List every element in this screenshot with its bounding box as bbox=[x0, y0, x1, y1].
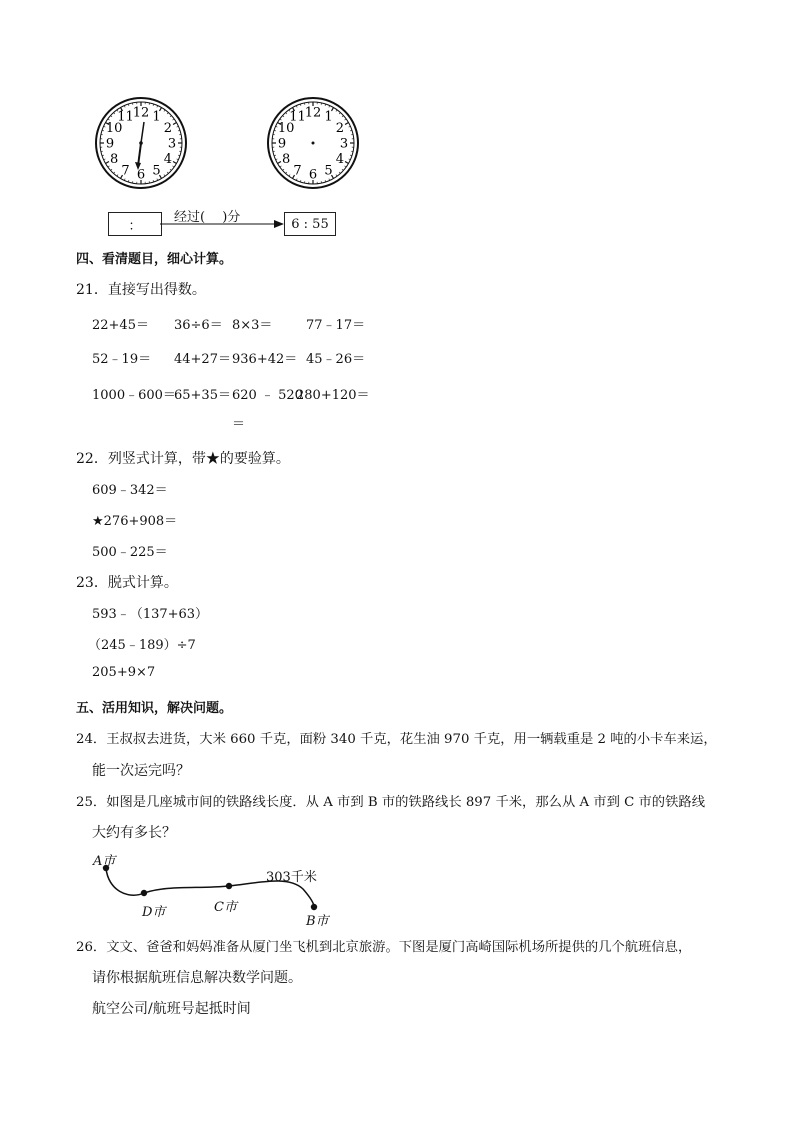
q23-item2: （245﹣189）÷7 bbox=[88, 638, 196, 653]
clock-tick bbox=[339, 172, 340, 173]
arrow-label: 经过( )分 bbox=[174, 210, 241, 225]
clock-tick bbox=[349, 159, 351, 160]
clock-number: 4 bbox=[163, 152, 172, 167]
q21-r2c1: 52﹣19＝ bbox=[92, 352, 152, 367]
q24-line2: 能一次运完吗？ bbox=[92, 763, 190, 779]
distance-label: 303千米 bbox=[266, 870, 317, 885]
start-time-box bbox=[108, 212, 162, 236]
q25-line2: 大约有多长？ bbox=[92, 825, 176, 841]
clock-tick bbox=[286, 113, 287, 114]
clock-number: 1 bbox=[324, 109, 333, 125]
clock-number: 12 bbox=[304, 105, 322, 121]
clock-tick bbox=[342, 116, 343, 117]
clock-tick bbox=[336, 110, 337, 112]
clock-tick bbox=[339, 113, 340, 114]
clock-center bbox=[312, 142, 315, 145]
section5-title: 五、活用知识，解决问题。 bbox=[76, 701, 233, 716]
q22-item1: 609﹣342＝ bbox=[92, 483, 168, 498]
city-c-label: C市 bbox=[214, 900, 237, 915]
q22-item2: ★276+908＝ bbox=[92, 514, 178, 529]
section4-title: 四、看清题目，细心计算。 bbox=[76, 252, 233, 267]
q23-item3: 205+9×7 bbox=[92, 665, 156, 680]
q21-r1c4: 77﹣17＝ bbox=[306, 318, 366, 333]
q21-r2c4: 45﹣26＝ bbox=[306, 352, 366, 367]
q24-line1: 24．王叔叔去进货，大米 660 千克，面粉 340 千克，花生油 970 千克，用一辆载重是 2 吨的小卡车来运， bbox=[76, 732, 717, 747]
city-a-label: A市 bbox=[93, 854, 116, 869]
city-c-dot bbox=[226, 883, 232, 889]
q26-line2: 请你根据航班信息解决数学问题。 bbox=[92, 970, 302, 986]
q21-r3c3: 620 ﹣ 520 bbox=[232, 388, 303, 403]
railway-map bbox=[88, 845, 338, 925]
clock-tick bbox=[167, 113, 168, 114]
clock-tick bbox=[276, 159, 278, 160]
end-time-box bbox=[284, 212, 336, 236]
clock-tick bbox=[177, 159, 179, 160]
clock-number: 2 bbox=[335, 121, 344, 136]
clock-number: 6 bbox=[136, 167, 146, 183]
clock-number: 3 bbox=[167, 136, 177, 152]
clock-tick bbox=[124, 179, 125, 181]
clock-tick bbox=[329, 179, 330, 181]
clock-tick bbox=[277, 162, 280, 164]
clock-tick bbox=[336, 175, 337, 177]
clock-tick bbox=[329, 106, 330, 108]
clock-tick bbox=[105, 162, 108, 164]
q26-line3: 航空公司/航班号起抵时间 bbox=[92, 1001, 251, 1017]
clock-tick bbox=[170, 169, 171, 170]
clock-tick bbox=[296, 179, 297, 181]
q21-r2c3: 936+42＝ bbox=[232, 352, 298, 367]
clock-number: 7 bbox=[121, 163, 130, 179]
city-d-dot bbox=[141, 890, 147, 896]
q21-title: 21．直接写出得数。 bbox=[76, 282, 206, 298]
q21-r3c4: 280+120＝ bbox=[296, 388, 370, 403]
clock-number: 4 bbox=[335, 152, 344, 167]
clock-right bbox=[266, 96, 360, 190]
clock-number: 8 bbox=[110, 152, 119, 167]
clock-number: 8 bbox=[282, 152, 291, 167]
clock-tick bbox=[280, 119, 282, 120]
clock-number: 12 bbox=[132, 105, 150, 121]
clock-tick bbox=[124, 106, 125, 108]
clock-number: 9 bbox=[277, 136, 287, 152]
clock-center bbox=[139, 141, 143, 145]
q21-r1c2: 36÷6＝ bbox=[174, 318, 223, 333]
clock-number: 1 bbox=[152, 109, 161, 125]
clock-tick bbox=[117, 175, 118, 177]
q23-item1: 593﹣（137+63） bbox=[92, 607, 209, 622]
clock-number: 7 bbox=[293, 163, 302, 179]
clock-number: 2 bbox=[163, 121, 172, 136]
clock-number: 9 bbox=[105, 136, 115, 152]
q21-r3-tail: ＝ bbox=[232, 417, 246, 432]
q26-line1: 26．文文、爸爸和妈妈准备从厦门坐飞机到北京旅游。下图是厦门高崎国际机场所提供的几个航班信息， bbox=[76, 940, 692, 955]
clock-tick bbox=[157, 106, 158, 108]
clock-number: 11 bbox=[289, 109, 306, 125]
clock-tick bbox=[345, 123, 348, 125]
end-time-text: 6 : 55 bbox=[291, 216, 329, 232]
clock-tick bbox=[345, 162, 348, 164]
time-arrow bbox=[160, 218, 284, 230]
city-d-label: D市 bbox=[142, 905, 166, 920]
clock-tick bbox=[173, 123, 176, 125]
clock-tick bbox=[286, 172, 287, 173]
clock-tick bbox=[114, 172, 115, 173]
clock-number: 3 bbox=[339, 136, 349, 152]
clock-tick bbox=[173, 119, 175, 120]
clock-number: 5 bbox=[152, 163, 161, 179]
clock-tick bbox=[283, 169, 284, 170]
q21-r1c3: 8×3＝ bbox=[232, 318, 273, 333]
clock-number: 5 bbox=[324, 163, 333, 179]
clock-tick bbox=[289, 175, 290, 177]
clock-tick bbox=[177, 126, 179, 127]
clock-number: 10 bbox=[105, 121, 123, 136]
clock-tick bbox=[108, 119, 110, 120]
start-time-text: ： bbox=[128, 218, 142, 234]
clock-tick bbox=[157, 179, 158, 181]
clock-tick bbox=[345, 119, 347, 120]
clock-tick bbox=[164, 110, 165, 112]
clock-number: 6 bbox=[308, 167, 318, 183]
clock-tick bbox=[111, 169, 112, 170]
q21-r1c1: 22+45＝ bbox=[92, 318, 149, 333]
clock-tick bbox=[114, 113, 115, 114]
clock-tick bbox=[173, 166, 175, 167]
clock-tick bbox=[283, 116, 284, 117]
q21-r2c2: 44+27＝ bbox=[174, 352, 231, 367]
clock-tick bbox=[173, 162, 176, 164]
q22-item3: 500﹣225＝ bbox=[92, 545, 168, 560]
clock-tick bbox=[111, 116, 112, 117]
clock-tick bbox=[296, 106, 297, 108]
city-b-label: B市 bbox=[306, 914, 329, 929]
clock-hour-hand bbox=[138, 143, 141, 166]
q23-title: 23．脱式计算。 bbox=[76, 575, 178, 591]
q25-line1: 25．如图是几座城市间的铁路线长度．从 A 市到 B 市的铁路线长 897 千米，那么从 A 市到 C 市的铁路线 bbox=[76, 795, 705, 810]
q22-title: 22．列竖式计算，带★的要验算。 bbox=[76, 451, 290, 467]
clock-tick bbox=[349, 126, 351, 127]
clock-number: 11 bbox=[117, 109, 134, 125]
clock-tick bbox=[345, 166, 347, 167]
clock-tick bbox=[342, 169, 343, 170]
clock-tick bbox=[167, 172, 168, 173]
clock-number: 10 bbox=[277, 121, 295, 136]
q21-r3c2: 65+35＝ bbox=[174, 388, 231, 403]
clock-minute-hand bbox=[141, 122, 144, 143]
clock-left bbox=[94, 96, 188, 190]
q21-r3c1: 1000﹣600＝ bbox=[92, 388, 176, 403]
clock-tick bbox=[104, 159, 106, 160]
clock-tick bbox=[164, 175, 165, 177]
clock-tick bbox=[170, 116, 171, 117]
